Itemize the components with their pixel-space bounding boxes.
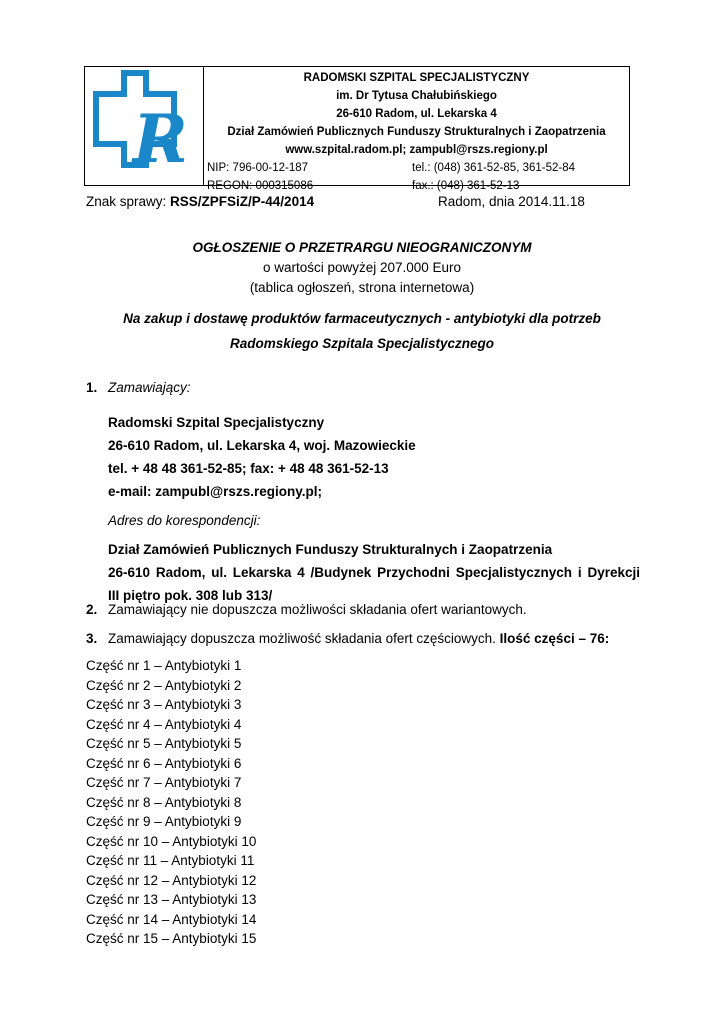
correspondence-label: Adres do korespondencji:: [108, 513, 261, 528]
section-3-text: Zamawiający dopuszcza możliwość składania ofert częściowych.: [108, 631, 500, 646]
notice-publication: (tablica ogłoszeń, strona internetowa): [249, 280, 475, 295]
section-3-number: 3.: [86, 631, 98, 646]
notice-heading: OGŁOSZENIE O PRZETRARGU NIEOGRANICZONYM: [192, 240, 532, 255]
list-item: Część nr 8 – Antybiotyki 8: [86, 794, 242, 810]
notice-title: [86, 238, 638, 298]
hospital-patron: im. Dr Tytusa Chałubińskiego: [336, 90, 497, 102]
list-item: Część nr 11 – Antybiotyki 11: [86, 853, 255, 868]
correspondence-address: 26-610 Radom, ul. Lekarska 4 /Budynek Przychodni Specjalistycznych i Dyrekcji: [108, 565, 640, 580]
section-1-label: Zamawiający:: [108, 380, 191, 395]
list-item: Część nr 4 – Antybiotyki 4: [86, 716, 242, 732]
section-2-text: Zamawiający nie dopuszcza możliwości składania ofert wariantowych.: [108, 602, 527, 617]
hospital-address: 26-610 Radom, ul. Lekarska 4: [336, 108, 497, 120]
logo-cell: [85, 67, 204, 185]
section-1-number: 1.: [86, 380, 98, 395]
subject-line-2: Radomskiego Szpitala Specjalistycznego: [229, 336, 495, 351]
list-item: Część nr 9 – Antybiotyki 9: [86, 814, 242, 829]
tel: tel.: (048) 361-52-85, 361-52-84: [412, 162, 576, 174]
list-item: Część nr 2 – Antybiotyki 2: [86, 677, 242, 693]
list-item: Część nr 3 – Antybiotyki 3: [86, 697, 242, 712]
letterhead: [84, 66, 630, 192]
subject-line-1: Na zakup i dostawę produktów farmaceutycznych - antybiotyki dla potrzeb: [123, 311, 601, 326]
list-item: Część nr 12 – Antybiotyki 12: [86, 872, 257, 888]
fax: fax.: (048) 361-52-13: [412, 180, 520, 192]
list-item: Część nr 5 – Antybiotyki 5: [86, 736, 242, 751]
reference-label: Znak sprawy:: [86, 194, 171, 209]
parts-list: [86, 656, 256, 949]
hospital-name: RADOMSKI SZPITAL SPECJALISTYCZNY: [303, 72, 530, 84]
section-2-number: 2.: [86, 602, 98, 617]
document-date: Radom, dnia 2014.11.18: [438, 194, 585, 209]
orderer-name: Radomski Szpital Specjalistyczny: [108, 415, 325, 430]
orderer-address: 26-610 Radom, ul. Lekarska 4, woj. Mazowieckie: [108, 438, 416, 453]
list-item: Część nr 1 – Antybiotyki 1: [86, 658, 242, 673]
list-item: Część nr 13 – Antybiotyki 13: [86, 892, 257, 907]
orderer-phone: tel. + 48 48 361-52-85; fax: + 48 48 361-52-13: [108, 461, 389, 476]
reference-number: RSS/ZPFSiZ/P-44/2014: [170, 194, 315, 209]
list-item: Część nr 6 – Antybiotyki 6: [86, 755, 242, 771]
list-item: Część nr 10 – Antybiotyki 10: [86, 833, 257, 849]
logo-letter: R: [133, 100, 188, 178]
list-item: Część nr 7 – Antybiotyki 7: [86, 775, 242, 790]
list-item: Część nr 14 – Antybiotyki 14: [86, 911, 257, 927]
hospital-web-email: www.szpital.radom.pl; zampubl@rszs.regiony.pl: [285, 144, 548, 156]
hospital-department: Dział Zamówień Publicznych Funduszy Strukturalnych i Zaopatrzenia: [227, 126, 606, 138]
letterhead-info: [204, 67, 629, 192]
correspondence-department: Dział Zamówień Publicznych Funduszy Strukturalnych i Zaopatrzenia: [108, 542, 553, 557]
notice-value: o wartości powyżej 207.000 Euro: [262, 260, 462, 275]
hospital-cross-logo: [85, 67, 203, 185]
notice-subject: [86, 306, 638, 356]
list-item: Część nr 15 – Antybiotyki 15: [86, 931, 257, 946]
nip: NIP: 796-00-12-187: [207, 162, 309, 174]
orderer-email: e-mail: zampubl@rszs.regiony.pl;: [108, 484, 322, 499]
regon: REGON: 000315086: [207, 180, 314, 192]
correspondence-room: III piętro pok. 308 lub 313/: [108, 588, 273, 603]
parts-count: Ilość części – 76:: [499, 631, 610, 646]
